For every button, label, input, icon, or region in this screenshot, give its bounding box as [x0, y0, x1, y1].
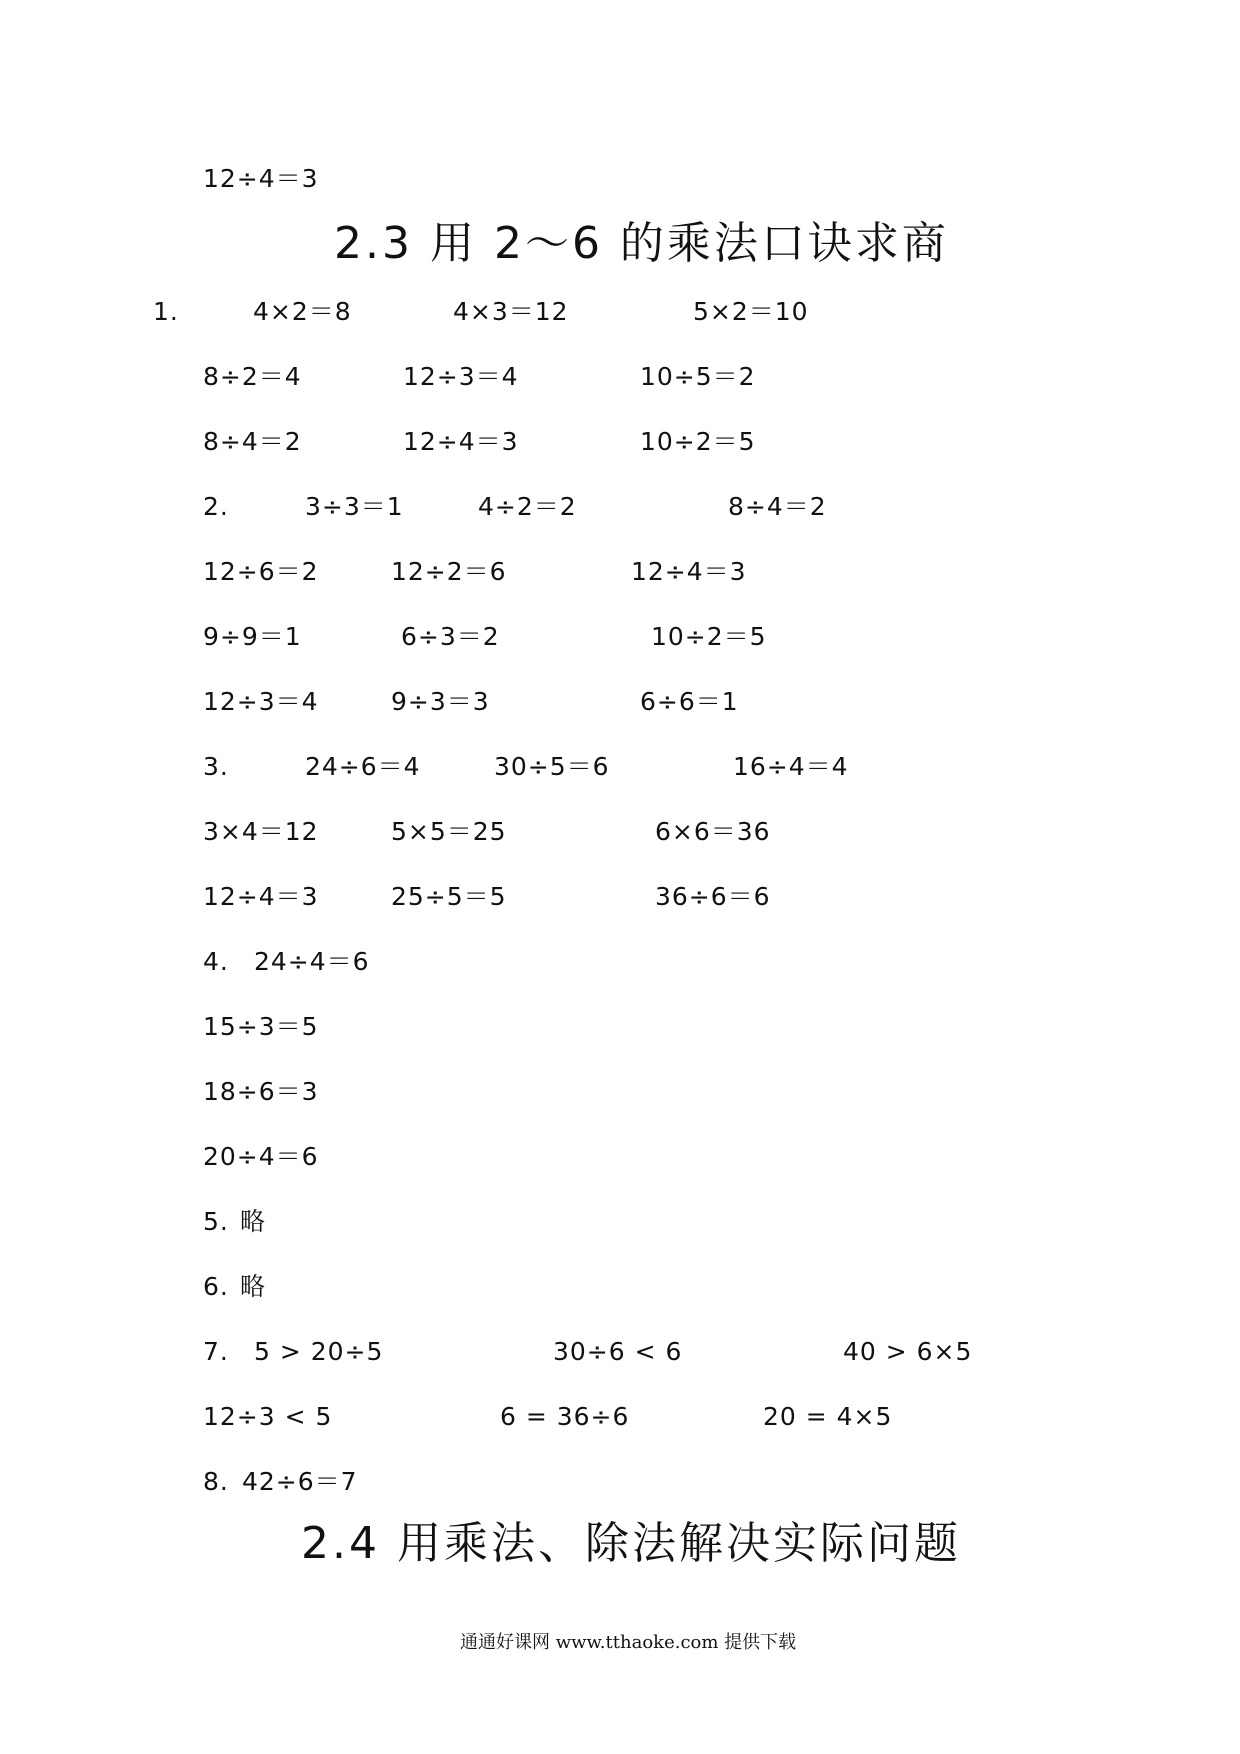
- q1-r3-c2: 12÷4＝3: [403, 427, 519, 456]
- q4-label: 4.: [203, 947, 229, 976]
- q5-label: 5.: [203, 1207, 229, 1236]
- q7-r2-c1: 12÷3 < 5: [203, 1402, 333, 1431]
- q3-r3-c2: 25÷5＝5: [391, 882, 507, 911]
- q3-r3-c3: 36÷6＝6: [655, 882, 771, 911]
- q2-label: 2.: [203, 492, 229, 521]
- q7-r2-c3: 20 = 4×5: [763, 1402, 893, 1431]
- q2-r2-c1: 12÷6＝2: [203, 557, 319, 586]
- q1-r1-c3: 5×2＝10: [693, 297, 809, 326]
- q6-text: 略: [240, 1272, 267, 1301]
- q1-r2-c2: 12÷3＝4: [403, 362, 519, 391]
- q2-r3-c2: 6÷3＝2: [401, 622, 500, 651]
- q5-text: 略: [240, 1207, 267, 1236]
- q7-r1-c3: 40 > 6×5: [843, 1337, 973, 1366]
- q1-r1-c1: 4×2＝8: [253, 297, 352, 326]
- q7-r2-c2: 6 = 36÷6: [500, 1402, 630, 1431]
- q2-r3-c3: 10÷2＝5: [651, 622, 767, 651]
- q8-text: 42÷6＝7: [242, 1467, 358, 1496]
- q2-r4-c2: 9÷3＝3: [391, 687, 490, 716]
- q6-label: 6.: [203, 1272, 229, 1301]
- q4-line-3: 18÷6＝3: [203, 1077, 319, 1106]
- q4-line-2: 15÷3＝5: [203, 1012, 319, 1041]
- q7-label: 7.: [203, 1337, 229, 1366]
- q3-r1-c3: 16÷4＝4: [733, 752, 849, 781]
- q1-label: 1.: [153, 297, 179, 326]
- section-title-2-3: 2.3 用 2～6 的乘法口诀求商: [334, 218, 949, 269]
- q2-r1-c1: 3÷3＝1: [305, 492, 404, 521]
- top-equation: 12÷4＝3: [203, 164, 319, 193]
- q2-r4-c3: 6÷6＝1: [640, 687, 739, 716]
- q2-r3-c1: 9÷9＝1: [203, 622, 302, 651]
- q1-r3-c3: 10÷2＝5: [640, 427, 756, 456]
- q3-r2-c3: 6×6＝36: [655, 817, 771, 846]
- q2-r1-c2: 4÷2＝2: [478, 492, 577, 521]
- footer-credit: 通通好课网 www.tthaoke.com 提供下载: [460, 1632, 797, 1653]
- q3-r2-c1: 3×4＝12: [203, 817, 319, 846]
- q1-r2-c1: 8÷2＝4: [203, 362, 302, 391]
- q3-r3-c1: 12÷4＝3: [203, 882, 319, 911]
- q7-r1-c1: 5 > 20÷5: [254, 1337, 384, 1366]
- q7-r1-c2: 30÷6 < 6: [553, 1337, 683, 1366]
- q3-label: 3.: [203, 752, 229, 781]
- q1-r2-c3: 10÷5＝2: [640, 362, 756, 391]
- q2-r2-c3: 12÷4＝3: [631, 557, 747, 586]
- q3-r1-c1: 24÷6＝4: [305, 752, 421, 781]
- q3-r2-c2: 5×5＝25: [391, 817, 507, 846]
- section-title-2-4: 2.4 用乘法、除法解决实际问题: [301, 1518, 961, 1569]
- q2-r1-c3: 8÷4＝2: [728, 492, 827, 521]
- q4-line-4: 20÷4＝6: [203, 1142, 319, 1171]
- q1-r3-c1: 8÷4＝2: [203, 427, 302, 456]
- q1-r1-c2: 4×3＝12: [453, 297, 569, 326]
- q2-r2-c2: 12÷2＝6: [391, 557, 507, 586]
- q3-r1-c2: 30÷5＝6: [494, 752, 610, 781]
- q2-r4-c1: 12÷3＝4: [203, 687, 319, 716]
- q4-line-1: 24÷4＝6: [254, 947, 370, 976]
- q8-label: 8.: [203, 1467, 229, 1496]
